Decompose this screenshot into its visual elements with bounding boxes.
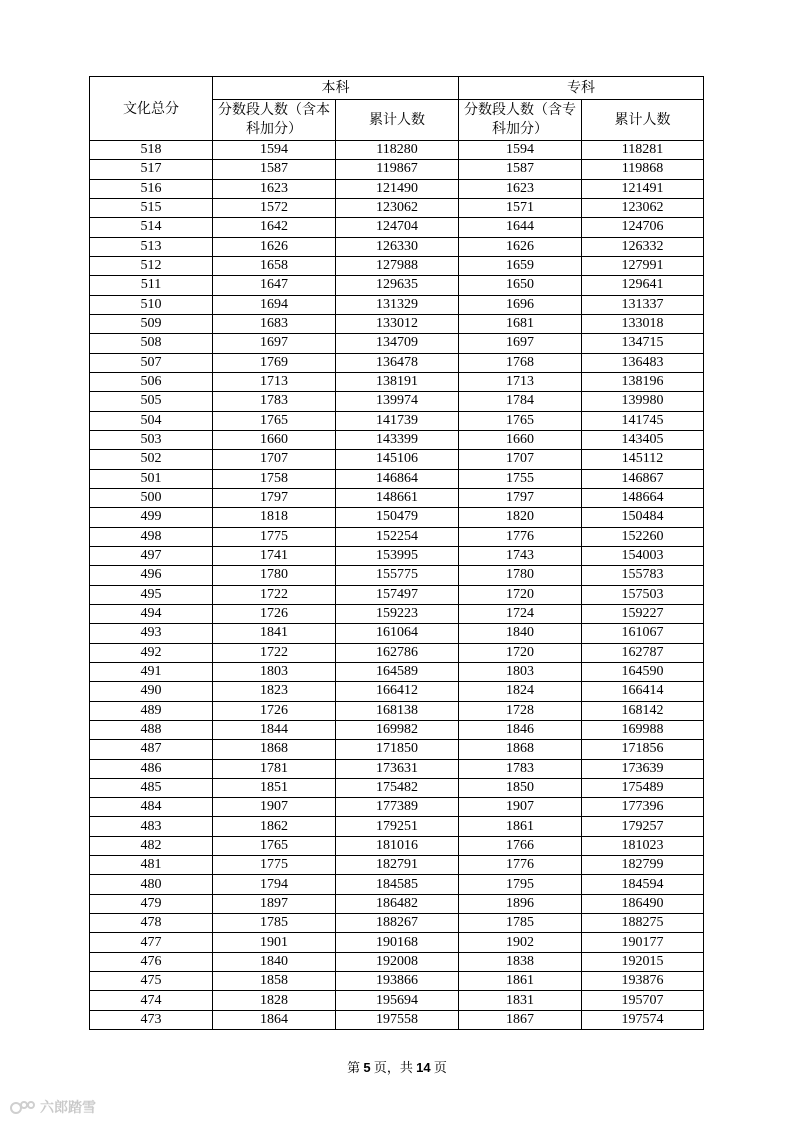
- benke-cumulative-header: 累计人数: [336, 100, 459, 141]
- table-row: [90, 875, 704, 894]
- zhuanke-segment-cell: 1850: [459, 778, 582, 797]
- benke-cumulative-cell: 159223: [336, 604, 459, 623]
- zhuanke-segment-cell: 1868: [459, 740, 582, 759]
- benke-cumulative-cell: 119867: [336, 160, 459, 179]
- score-cell: 491: [90, 662, 213, 681]
- benke-cumulative-cell: 182791: [336, 856, 459, 875]
- table-row: [90, 160, 704, 179]
- score-cell: 504: [90, 411, 213, 430]
- zhuanke-cumulative-cell: 162787: [582, 643, 704, 662]
- benke-segment-cell: 1697: [213, 334, 336, 353]
- score-cell: 487: [90, 740, 213, 759]
- score-cell: 490: [90, 682, 213, 701]
- zhuanke-segment-cell: 1768: [459, 353, 582, 372]
- benke-segment-cell: 1658: [213, 256, 336, 275]
- table-row: [90, 314, 704, 333]
- score-cell: 507: [90, 353, 213, 372]
- zhuanke-segment-cell: 1803: [459, 662, 582, 681]
- score-cell: 485: [90, 778, 213, 797]
- score-cell: 476: [90, 952, 213, 971]
- zhuanke-cumulative-cell: 126332: [582, 237, 704, 256]
- table-row: [90, 488, 704, 507]
- score-cell: 516: [90, 179, 213, 198]
- score-cell: 477: [90, 933, 213, 952]
- benke-segment-cell: 1722: [213, 585, 336, 604]
- zhuanke-cumulative-cell: 193876: [582, 972, 704, 991]
- benke-segment-cell: 1901: [213, 933, 336, 952]
- zhuanke-cumulative-cell: 124706: [582, 218, 704, 237]
- zhuanke-cumulative-cell: 121491: [582, 179, 704, 198]
- table-row: [90, 1010, 704, 1029]
- score-cell: 497: [90, 546, 213, 565]
- zhuanke-cumulative-cell: 127991: [582, 256, 704, 275]
- zhuanke-segment-cell: 1697: [459, 334, 582, 353]
- benke-cumulative-cell: 138191: [336, 372, 459, 391]
- benke-segment-cell: 1797: [213, 488, 336, 507]
- benke-cumulative-cell: 129635: [336, 276, 459, 295]
- zhuanke-group-header: 专科: [459, 77, 704, 100]
- benke-segment-cell: 1572: [213, 198, 336, 217]
- benke-cumulative-cell: 177389: [336, 798, 459, 817]
- benke-segment-cell: 1741: [213, 546, 336, 565]
- benke-segment-cell: 1726: [213, 604, 336, 623]
- zhuanke-segment-cell: 1766: [459, 836, 582, 855]
- benke-cumulative-cell: 188267: [336, 914, 459, 933]
- zhuanke-cumulative-cell: 139980: [582, 392, 704, 411]
- table-row: [90, 914, 704, 933]
- zhuanke-cumulative-cell: 131337: [582, 295, 704, 314]
- benke-segment-cell: 1818: [213, 508, 336, 527]
- benke-cumulative-cell: 195694: [336, 991, 459, 1010]
- zhuanke-cumulative-cell: 155783: [582, 566, 704, 585]
- footer-suffix: 页: [433, 1060, 447, 1075]
- zhuanke-segment-cell: 1571: [459, 198, 582, 217]
- benke-cumulative-cell: 139974: [336, 392, 459, 411]
- score-cell: 478: [90, 914, 213, 933]
- zhuanke-cumulative-cell: 184594: [582, 875, 704, 894]
- zhuanke-cumulative-cell: 146867: [582, 469, 704, 488]
- table-row: [90, 334, 704, 353]
- benke-cumulative-cell: 192008: [336, 952, 459, 971]
- score-cell: 496: [90, 566, 213, 585]
- table-row: [90, 566, 704, 585]
- score-cell: 514: [90, 218, 213, 237]
- zhuanke-cumulative-cell: 145112: [582, 450, 704, 469]
- table-row: [90, 778, 704, 797]
- benke-cumulative-cell: 148661: [336, 488, 459, 507]
- benke-cumulative-cell: 169982: [336, 720, 459, 739]
- score-cell: 494: [90, 604, 213, 623]
- zhuanke-cumulative-cell: 166414: [582, 682, 704, 701]
- table-row: [90, 353, 704, 372]
- zhuanke-segment-cell: 1755: [459, 469, 582, 488]
- zhuanke-segment-cell: 1838: [459, 952, 582, 971]
- zhuanke-segment-cell: 1650: [459, 276, 582, 295]
- zhuanke-segment-cell: 1846: [459, 720, 582, 739]
- table-row: [90, 952, 704, 971]
- zhuanke-cumulative-cell: 136483: [582, 353, 704, 372]
- benke-cumulative-cell: 127988: [336, 256, 459, 275]
- benke-cumulative-cell: 162786: [336, 643, 459, 662]
- benke-segment-cell: 1803: [213, 662, 336, 681]
- zhuanke-segment-cell: 1644: [459, 218, 582, 237]
- benke-cumulative-cell: 179251: [336, 817, 459, 836]
- score-cell: 481: [90, 856, 213, 875]
- benke-segment-cell: 1694: [213, 295, 336, 314]
- table-row: [90, 836, 704, 855]
- benke-cumulative-cell: 123062: [336, 198, 459, 217]
- benke-segment-cell: 1897: [213, 894, 336, 913]
- benke-segment-cell: 1765: [213, 836, 336, 855]
- score-column-header: 文化总分: [90, 77, 213, 141]
- table-row: [90, 450, 704, 469]
- zhuanke-segment-cell: 1831: [459, 991, 582, 1010]
- benke-segment-cell: 1683: [213, 314, 336, 333]
- benke-cumulative-cell: 118280: [336, 141, 459, 160]
- benke-cumulative-cell: 168138: [336, 701, 459, 720]
- benke-segment-cell: 1713: [213, 372, 336, 391]
- zhuanke-segment-cell: 1840: [459, 624, 582, 643]
- benke-segment-cell: 1851: [213, 778, 336, 797]
- score-cell: 503: [90, 430, 213, 449]
- table-row: [90, 469, 704, 488]
- table-row: [90, 894, 704, 913]
- score-cell: 495: [90, 585, 213, 604]
- benke-cumulative-cell: 150479: [336, 508, 459, 527]
- score-cell: 473: [90, 1010, 213, 1029]
- zhuanke-cumulative-cell: 133018: [582, 314, 704, 333]
- table-row: [90, 218, 704, 237]
- table-row: [90, 585, 704, 604]
- table-row: [90, 798, 704, 817]
- table-row: [90, 991, 704, 1010]
- table-row: [90, 295, 704, 314]
- table-row: [90, 237, 704, 256]
- benke-cumulative-cell: 186482: [336, 894, 459, 913]
- benke-segment-header: 分数段人数（含本科加分）: [213, 100, 336, 141]
- benke-segment-cell: 1828: [213, 991, 336, 1010]
- benke-cumulative-cell: 136478: [336, 353, 459, 372]
- score-cell: 518: [90, 141, 213, 160]
- score-cell: 506: [90, 372, 213, 391]
- benke-segment-cell: 1726: [213, 701, 336, 720]
- score-cell: 484: [90, 798, 213, 817]
- zhuanke-segment-cell: 1659: [459, 256, 582, 275]
- zhuanke-cumulative-cell: 186490: [582, 894, 704, 913]
- zhuanke-cumulative-cell: 118281: [582, 141, 704, 160]
- watermark: [10, 1097, 96, 1117]
- benke-group-header: 本科: [213, 77, 459, 100]
- score-cell: 499: [90, 508, 213, 527]
- zhuanke-segment-cell: 1660: [459, 430, 582, 449]
- table-row: [90, 546, 704, 565]
- zhuanke-segment-cell: 1780: [459, 566, 582, 585]
- benke-cumulative-cell: 124704: [336, 218, 459, 237]
- table-row: [90, 972, 704, 991]
- benke-segment-cell: 1823: [213, 682, 336, 701]
- benke-cumulative-cell: 173631: [336, 759, 459, 778]
- score-cell: 502: [90, 450, 213, 469]
- benke-cumulative-cell: 121490: [336, 179, 459, 198]
- zhuanke-segment-cell: 1587: [459, 160, 582, 179]
- benke-segment-cell: 1794: [213, 875, 336, 894]
- benke-segment-cell: 1862: [213, 817, 336, 836]
- score-cell: 489: [90, 701, 213, 720]
- zhuanke-segment-cell: 1776: [459, 527, 582, 546]
- benke-cumulative-cell: 157497: [336, 585, 459, 604]
- table-row: [90, 682, 704, 701]
- zhuanke-segment-cell: 1861: [459, 972, 582, 991]
- benke-segment-cell: 1780: [213, 566, 336, 585]
- zhuanke-segment-cell: 1720: [459, 643, 582, 662]
- benke-segment-cell: 1868: [213, 740, 336, 759]
- table-row: [90, 179, 704, 198]
- table-row: [90, 372, 704, 391]
- table-row: [90, 392, 704, 411]
- score-cell: 480: [90, 875, 213, 894]
- zhuanke-segment-cell: 1867: [459, 1010, 582, 1029]
- table-row: [90, 411, 704, 430]
- benke-segment-cell: 1722: [213, 643, 336, 662]
- zhuanke-cumulative-cell: 134715: [582, 334, 704, 353]
- zhuanke-segment-cell: 1720: [459, 585, 582, 604]
- table-row: [90, 198, 704, 217]
- benke-segment-cell: 1907: [213, 798, 336, 817]
- zhuanke-segment-cell: 1907: [459, 798, 582, 817]
- benke-cumulative-cell: 193866: [336, 972, 459, 991]
- zhuanke-segment-cell: 1696: [459, 295, 582, 314]
- score-cell: 488: [90, 720, 213, 739]
- benke-cumulative-cell: 143399: [336, 430, 459, 449]
- benke-cumulative-cell: 197558: [336, 1010, 459, 1029]
- benke-segment-cell: 1858: [213, 972, 336, 991]
- zhuanke-cumulative-cell: 192015: [582, 952, 704, 971]
- zhuanke-segment-cell: 1824: [459, 682, 582, 701]
- benke-cumulative-cell: 190168: [336, 933, 459, 952]
- zhuanke-cumulative-cell: 171856: [582, 740, 704, 759]
- benke-segment-cell: 1626: [213, 237, 336, 256]
- table-row: [90, 256, 704, 275]
- zhuanke-cumulative-cell: 188275: [582, 914, 704, 933]
- score-cell: 493: [90, 624, 213, 643]
- zhuanke-segment-cell: 1623: [459, 179, 582, 198]
- table-row: [90, 720, 704, 739]
- benke-segment-cell: 1775: [213, 527, 336, 546]
- benke-segment-cell: 1758: [213, 469, 336, 488]
- zhuanke-segment-cell: 1797: [459, 488, 582, 507]
- table-row: [90, 141, 704, 160]
- benke-cumulative-cell: 133012: [336, 314, 459, 333]
- score-cell: 515: [90, 198, 213, 217]
- zhuanke-cumulative-cell: 164590: [582, 662, 704, 681]
- benke-cumulative-cell: 134709: [336, 334, 459, 353]
- zhuanke-cumulative-cell: 173639: [582, 759, 704, 778]
- zhuanke-segment-cell: 1713: [459, 372, 582, 391]
- zhuanke-cumulative-header: 累计人数: [582, 100, 704, 141]
- table-row: [90, 276, 704, 295]
- table-header: [90, 77, 704, 141]
- zhuanke-segment-cell: 1820: [459, 508, 582, 527]
- table-row: [90, 701, 704, 720]
- benke-segment-cell: 1769: [213, 353, 336, 372]
- zhuanke-cumulative-cell: 177396: [582, 798, 704, 817]
- table-body: [90, 141, 704, 1030]
- score-cell: 483: [90, 817, 213, 836]
- table-row: [90, 508, 704, 527]
- table-row: [90, 856, 704, 875]
- footer-prefix: 第: [347, 1060, 361, 1075]
- zhuanke-cumulative-cell: 179257: [582, 817, 704, 836]
- footer-total-pages: 14: [416, 1060, 431, 1075]
- benke-segment-cell: 1707: [213, 450, 336, 469]
- zhuanke-segment-cell: 1785: [459, 914, 582, 933]
- zhuanke-segment-cell: 1795: [459, 875, 582, 894]
- zhuanke-cumulative-cell: 129641: [582, 276, 704, 295]
- zhuanke-cumulative-cell: 168142: [582, 701, 704, 720]
- zhuanke-segment-cell: 1902: [459, 933, 582, 952]
- score-cell: 482: [90, 836, 213, 855]
- table-row: [90, 643, 704, 662]
- zhuanke-cumulative-cell: 143405: [582, 430, 704, 449]
- zhuanke-segment-cell: 1765: [459, 411, 582, 430]
- camera-logo-icon: [10, 1099, 36, 1115]
- zhuanke-segment-cell: 1896: [459, 894, 582, 913]
- benke-cumulative-cell: 164589: [336, 662, 459, 681]
- score-table: [89, 76, 704, 1030]
- benke-segment-cell: 1594: [213, 141, 336, 160]
- footer-middle: 页，共: [373, 1060, 413, 1075]
- zhuanke-cumulative-cell: 141745: [582, 411, 704, 430]
- table-row: [90, 759, 704, 778]
- watermark-text: 六郎踏雪: [40, 1100, 96, 1116]
- page-footer: [0, 1057, 794, 1076]
- table-row: [90, 817, 704, 836]
- zhuanke-segment-cell: 1594: [459, 141, 582, 160]
- table-row: [90, 624, 704, 643]
- benke-segment-cell: 1775: [213, 856, 336, 875]
- zhuanke-cumulative-cell: 138196: [582, 372, 704, 391]
- zhuanke-cumulative-cell: 150484: [582, 508, 704, 527]
- zhuanke-segment-cell: 1626: [459, 237, 582, 256]
- benke-segment-cell: 1841: [213, 624, 336, 643]
- benke-cumulative-cell: 161064: [336, 624, 459, 643]
- score-cell: 479: [90, 894, 213, 913]
- benke-cumulative-cell: 153995: [336, 546, 459, 565]
- benke-cumulative-cell: 126330: [336, 237, 459, 256]
- zhuanke-cumulative-cell: 157503: [582, 585, 704, 604]
- zhuanke-segment-cell: 1784: [459, 392, 582, 411]
- score-cell: 501: [90, 469, 213, 488]
- zhuanke-cumulative-cell: 161067: [582, 624, 704, 643]
- benke-cumulative-cell: 175482: [336, 778, 459, 797]
- score-cell: 513: [90, 237, 213, 256]
- benke-cumulative-cell: 145106: [336, 450, 459, 469]
- benke-segment-cell: 1587: [213, 160, 336, 179]
- benke-segment-cell: 1642: [213, 218, 336, 237]
- benke-segment-cell: 1647: [213, 276, 336, 295]
- zhuanke-segment-cell: 1743: [459, 546, 582, 565]
- zhuanke-cumulative-cell: 152260: [582, 527, 704, 546]
- benke-cumulative-cell: 181016: [336, 836, 459, 855]
- benke-segment-cell: 1844: [213, 720, 336, 739]
- benke-segment-cell: 1785: [213, 914, 336, 933]
- score-cell: 474: [90, 991, 213, 1010]
- table-row: [90, 933, 704, 952]
- zhuanke-segment-cell: 1776: [459, 856, 582, 875]
- score-cell: 475: [90, 972, 213, 991]
- benke-segment-cell: 1765: [213, 411, 336, 430]
- benke-cumulative-cell: 171850: [336, 740, 459, 759]
- table-row: [90, 527, 704, 546]
- zhuanke-cumulative-cell: 182799: [582, 856, 704, 875]
- score-cell: 511: [90, 276, 213, 295]
- benke-segment-cell: 1840: [213, 952, 336, 971]
- score-cell: 492: [90, 643, 213, 662]
- score-cell: 498: [90, 527, 213, 546]
- zhuanke-cumulative-cell: 169988: [582, 720, 704, 739]
- benke-segment-cell: 1864: [213, 1010, 336, 1029]
- score-cell: 509: [90, 314, 213, 333]
- zhuanke-cumulative-cell: 119868: [582, 160, 704, 179]
- zhuanke-cumulative-cell: 190177: [582, 933, 704, 952]
- score-cell: 517: [90, 160, 213, 179]
- zhuanke-cumulative-cell: 154003: [582, 546, 704, 565]
- table-row: [90, 662, 704, 681]
- zhuanke-segment-cell: 1724: [459, 604, 582, 623]
- zhuanke-cumulative-cell: 175489: [582, 778, 704, 797]
- zhuanke-segment-cell: 1783: [459, 759, 582, 778]
- zhuanke-segment-cell: 1861: [459, 817, 582, 836]
- benke-cumulative-cell: 166412: [336, 682, 459, 701]
- zhuanke-segment-header: 分数段人数（含专科加分）: [459, 100, 582, 141]
- benke-cumulative-cell: 155775: [336, 566, 459, 585]
- zhuanke-cumulative-cell: 181023: [582, 836, 704, 855]
- benke-cumulative-cell: 146864: [336, 469, 459, 488]
- table-row: [90, 430, 704, 449]
- score-cell: 508: [90, 334, 213, 353]
- table-row: [90, 740, 704, 759]
- benke-segment-cell: 1623: [213, 179, 336, 198]
- benke-cumulative-cell: 141739: [336, 411, 459, 430]
- zhuanke-cumulative-cell: 159227: [582, 604, 704, 623]
- score-cell: 500: [90, 488, 213, 507]
- score-cell: 510: [90, 295, 213, 314]
- score-cell: 486: [90, 759, 213, 778]
- score-cell: 512: [90, 256, 213, 275]
- zhuanke-cumulative-cell: 123062: [582, 198, 704, 217]
- zhuanke-cumulative-cell: 148664: [582, 488, 704, 507]
- benke-cumulative-cell: 131329: [336, 295, 459, 314]
- zhuanke-cumulative-cell: 197574: [582, 1010, 704, 1029]
- zhuanke-segment-cell: 1681: [459, 314, 582, 333]
- benke-cumulative-cell: 184585: [336, 875, 459, 894]
- footer-page-number: 5: [363, 1060, 371, 1075]
- benke-segment-cell: 1783: [213, 392, 336, 411]
- benke-segment-cell: 1660: [213, 430, 336, 449]
- table-row: [90, 604, 704, 623]
- score-cell: 505: [90, 392, 213, 411]
- zhuanke-segment-cell: 1728: [459, 701, 582, 720]
- zhuanke-cumulative-cell: 195707: [582, 991, 704, 1010]
- benke-segment-cell: 1781: [213, 759, 336, 778]
- zhuanke-segment-cell: 1707: [459, 450, 582, 469]
- benke-cumulative-cell: 152254: [336, 527, 459, 546]
